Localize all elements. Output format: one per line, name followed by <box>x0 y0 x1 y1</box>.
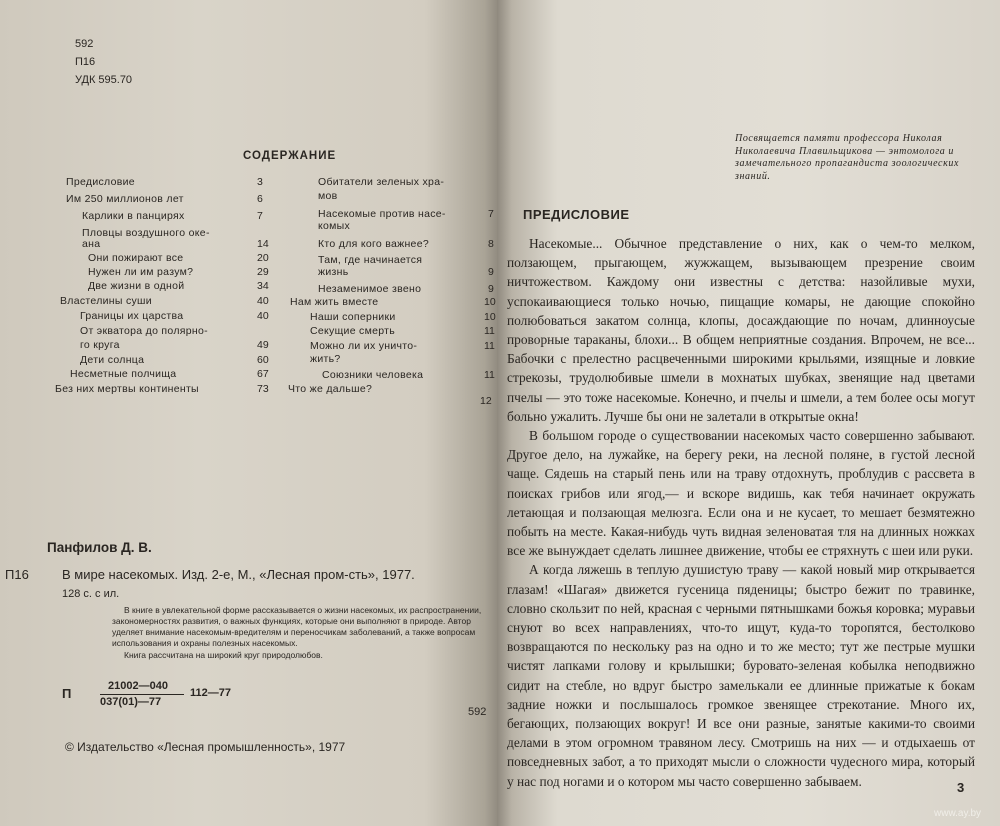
toc-page-number: 7 <box>257 210 263 222</box>
toc-page-number: 14 <box>257 238 269 250</box>
toc-entry: Карлики в панцирях <box>82 210 185 222</box>
toc-page-number: 9 <box>488 266 494 278</box>
toc-entry: жизнь <box>318 266 349 278</box>
toc-page-number: 11 <box>484 325 495 337</box>
udc-code: УДК 595.70 <box>75 74 133 86</box>
fraction-side: 112—77 <box>190 687 231 699</box>
toc-entry: Нужен ли им разум? <box>88 266 194 278</box>
toc-page-number: 6 <box>257 193 263 205</box>
preface-heading: ПРЕДИСЛОВИЕ <box>523 207 630 222</box>
author-code: П16 <box>75 56 96 68</box>
page-number: 3 <box>957 780 965 795</box>
bib-class-number: 592 <box>468 706 487 718</box>
toc-page-number: 34 <box>257 280 269 292</box>
toc-page-number: 7 <box>488 208 494 220</box>
toc-entry: го круга <box>80 339 120 351</box>
toc-page-number: 11 <box>484 369 495 381</box>
toc-entry: Союзники человека <box>322 369 424 381</box>
toc-entry: Там, где начинается <box>318 254 423 266</box>
toc-entry: Предисловие <box>66 176 135 188</box>
preface-body <box>507 234 975 791</box>
toc-entry: Наши соперники <box>310 311 396 323</box>
toc-entry: Секущие смерть <box>310 325 396 337</box>
toc-entry: Властелины суши <box>60 295 152 307</box>
toc-page-number: 60 <box>257 354 269 366</box>
toc-title: СОДЕРЖАНИЕ <box>243 150 337 162</box>
toc-page-number: 10 <box>484 311 496 323</box>
toc-page-number: 20 <box>257 252 269 264</box>
paragraph: В большом городе о существовании насекомых часто совершенно забывают. Другое дело, на лужайке, на берегу реки, на лесной поляне, в густой лесной чаще. Сядешь на старый пень или на траву отдохнуть, проблудив с рассвета в поисках грибов или ягод,— и вскоре видишь, как тебя начинает окружать летающая и ползающая мелюзга. Если она и не кусает, то мешает безмятежно побыть на месте. Какая-нибудь чуть видная зеленоватая тля на длинных ножках все же вынуждает сделать лишнее движение, чтобы ее стряхнуть с шеи или руки. <box>507 428 975 559</box>
toc-entry: Насекомые против насе- <box>318 208 446 220</box>
toc-page-number: 40 <box>257 310 269 322</box>
bib-annotation: В книге в увлекательной форме рассказывается о жизни насекомых, их распространении, закономерностях развития, о важных функциях, которые они выполняют в природе. Автор уделяет внимание насекомым-вредителям и переносчикам заболеваний, а также вопросам использования и охраны полезных насекомых. <box>112 605 482 648</box>
toc-entry: Несметные полчища <box>70 368 177 380</box>
toc-entry: Нам жить вместе <box>290 296 379 308</box>
toc-entry: Без них мертвы континенты <box>55 383 199 395</box>
toc-entry: Незаменимое звено <box>318 283 422 295</box>
bib-author: Панфилов Д. В. <box>47 540 152 555</box>
toc-entry: Обитатели зеленых хра- <box>318 176 445 188</box>
fraction-bottom: 037(01)—77 <box>100 696 162 708</box>
bib-pages: 128 с. с ил. <box>62 588 120 600</box>
toc-page-number: 67 <box>257 368 269 380</box>
toc-page-number: 40 <box>257 295 269 307</box>
fraction-line <box>100 694 184 695</box>
toc-entry: ана <box>82 238 101 250</box>
toc-entry: комых <box>318 220 351 232</box>
toc-entry: Дети солнца <box>80 354 145 366</box>
toc-page-number: 8 <box>488 238 494 250</box>
toc-page-number: 49 <box>257 339 269 351</box>
toc-entry: Им 250 миллионов лет <box>66 193 184 205</box>
toc-entry: Границы их царства <box>80 310 184 322</box>
toc-entry: мов <box>318 190 338 202</box>
bib-description: В мире насекомых. Изд. 2-е, М., «Лесная пром-сть», 1977. <box>62 567 415 582</box>
paragraph: А когда ляжешь в теплую душистую траву — какой новый мир открывается глазам! «Шагая» движется гусеница пяденицы; быстро бежит по травинке, словно скользит по ней, красная с черными пятнышками божья коровка; муравьи снуют во всех направлениях, что-то ищут, куда-то торопятся, бестолково возвращаются по нескольку раз на одно и то же место; тут же пестрые мушки чистят лапками голову и крылышки; буровато-зеленая кобылка неподвижно сидит на стебле, но вдруг быстро замелькали ее длинные прижатые к бокам задние ножки и послышалось громкое звенящее стрекотание. Много их, бегающих, ползающих вокруг! И все они разные, занятые какими-то своими делами в этом огромном травяном лесу. Смотришь на них — и отдыхаешь от повседневных забот, а то приходят мысли о сложности чудесного мира, который у нас под ногами и о котором мы часто совершенно забываем. <box>507 562 975 789</box>
toc-entry: Что же дальше? <box>288 383 373 395</box>
paragraph: Насекомые... Обычное представление о них, как о чем-то мелком, ползающем, прыгающем, жужжащем, вызывающем презрение своим ничтожеством. Каждому они известны с детства: назойливые мухи, успокаивающиеся только ночью, пищащие комары, не дающие спокойно полюбоваться закатом солнца, клопы, досаждающие по ночам, длинноусые проворные тараканы, блохи... В общем неприятные создания. Впрочем, не все... Бабочки с прелестно расцвеченными широкими крыльями, изящные и ловкие стрекозы, трудолюбивые шмели в мохнатых шубках, звенящие над цветами пчелы — это тоже насекомые. Конечно, и пчелы и шмели, а тем более осы могут больно ужалить. Лучше бы они не залетали в открытые окна! <box>507 236 975 424</box>
bib-audience: Книга рассчитана на широкий круг природолюбов. <box>124 650 323 660</box>
toc-page-number: 12 <box>480 395 492 407</box>
toc-page-number: 11 <box>484 340 495 352</box>
toc-entry: От экватора до полярно- <box>80 325 208 337</box>
toc-entry: жить? <box>310 353 341 365</box>
toc-entry: Две жизни в одной <box>88 280 185 292</box>
bib-index-letter: П <box>62 686 72 701</box>
bib-code: П16 <box>5 567 29 582</box>
toc-page-number: 29 <box>257 266 269 278</box>
toc-entry: Пловцы воздушного оке- <box>82 227 210 239</box>
toc-page-number: 10 <box>484 296 496 308</box>
toc-entry: Можно ли их уничто- <box>310 340 418 352</box>
dedication: Посвящается памяти профессора Николая Николаевича Плавильщикова — энтомолога и замечательного пропагандиста зоологических знаний. <box>735 133 959 182</box>
toc-page-number: 9 <box>488 283 494 295</box>
class-number: 592 <box>75 38 94 50</box>
toc-page-number: 3 <box>257 176 263 188</box>
toc-page-number: 73 <box>257 383 269 395</box>
copyright: © Издательство «Лесная промышленность», 1977 <box>65 740 346 754</box>
watermark: www.ay.by <box>934 808 982 819</box>
fraction-top: 21002—040 <box>108 680 168 692</box>
right-page <box>497 0 1000 826</box>
toc-entry: Кто для кого важнее? <box>318 238 429 250</box>
toc-entry: Они пожирают все <box>88 252 184 264</box>
